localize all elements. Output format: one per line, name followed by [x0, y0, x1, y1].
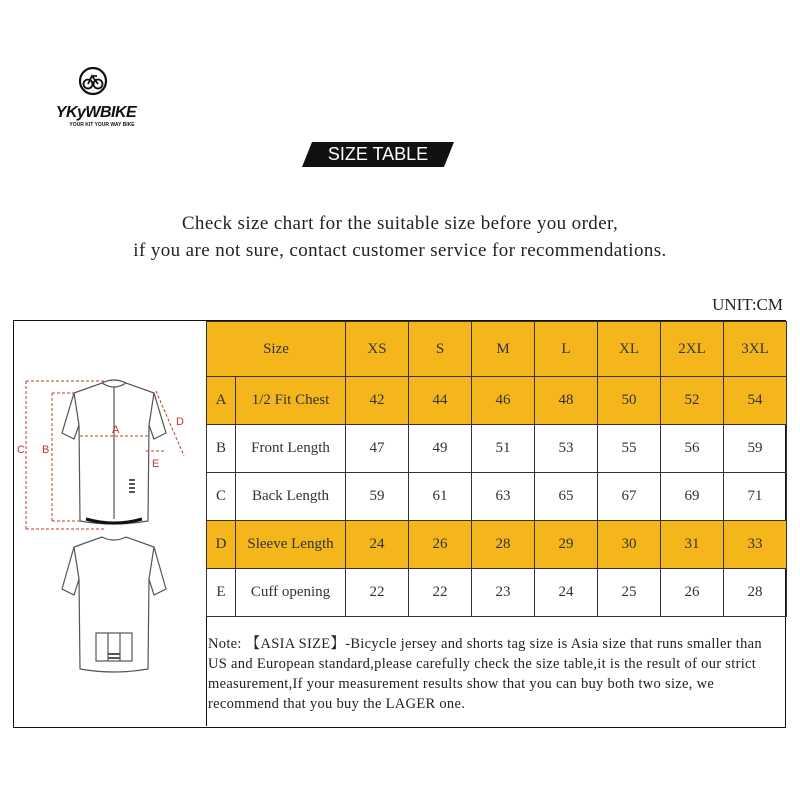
table-cell: 59 — [346, 473, 409, 521]
jersey-front — [62, 380, 166, 524]
jersey-back — [62, 537, 166, 672]
table-cell: 56 — [661, 425, 724, 473]
jersey-diagram — [14, 321, 207, 726]
row-code: B — [207, 425, 236, 473]
table-cell: 44 — [409, 377, 472, 425]
header-cell: XS — [346, 322, 409, 377]
table-cell: 47 — [346, 425, 409, 473]
table-cell: 67 — [598, 473, 661, 521]
row-name: 1/2 Fit Chest — [236, 377, 346, 425]
table-cell: 22 — [346, 569, 409, 617]
table-cell: 53 — [535, 425, 598, 473]
row-name: Front Length — [236, 425, 346, 473]
table-cell: 29 — [535, 521, 598, 569]
table-cell: 33 — [724, 521, 787, 569]
row-code: D — [207, 521, 236, 569]
header-cell: Size — [207, 322, 346, 377]
table-cell: 28 — [724, 569, 787, 617]
table-row — [207, 473, 787, 521]
table-header-row — [207, 322, 787, 377]
table-cell: 30 — [598, 521, 661, 569]
table-cell: 51 — [472, 425, 535, 473]
label-a: A — [112, 424, 120, 436]
table-cell: 26 — [661, 569, 724, 617]
bicycle-circle-icon — [78, 66, 108, 96]
table-cell: 24 — [346, 521, 409, 569]
row-code: C — [207, 473, 236, 521]
table-cell: 23 — [472, 569, 535, 617]
row-name: Back Length — [236, 473, 346, 521]
label-e: E — [152, 458, 160, 470]
table-cell: 26 — [409, 521, 472, 569]
intro-line-2: if you are not sure, contact customer service for recommendations. — [133, 240, 667, 261]
size-table-banner — [302, 142, 454, 167]
row-code: E — [207, 569, 236, 617]
table-cell: 42 — [346, 377, 409, 425]
header-cell: S — [409, 322, 472, 377]
label-b: B — [42, 444, 50, 456]
unit-label: UNIT:CM — [712, 295, 783, 314]
size-table — [206, 321, 787, 617]
row-name: Cuff opening — [236, 569, 346, 617]
table-row — [207, 569, 787, 617]
table-row — [207, 425, 787, 473]
jersey-illustration — [14, 321, 206, 726]
table-cell: 48 — [535, 377, 598, 425]
table-cell: 28 — [472, 521, 535, 569]
table-cell: 46 — [472, 377, 535, 425]
header-cell: 2XL — [661, 322, 724, 377]
header-cell: M — [472, 322, 535, 377]
row-name: Sleeve Length — [236, 521, 346, 569]
header-cell: XL — [598, 322, 661, 377]
table-cell: 59 — [724, 425, 787, 473]
intro-line-1: Check size chart for the suitable size before you order, — [181, 213, 619, 234]
table-row — [207, 521, 787, 569]
table-cell: 52 — [661, 377, 724, 425]
table-row — [207, 377, 787, 425]
brand-tagline: YOUR KIT YOUR WAY BIKE — [69, 122, 135, 128]
label-c: C — [17, 444, 25, 456]
brand-logo — [40, 66, 170, 136]
banner-title: SIZE TABLE — [327, 144, 429, 164]
table-cell: 50 — [598, 377, 661, 425]
table-cell: 25 — [598, 569, 661, 617]
table-cell: 71 — [724, 473, 787, 521]
table-cell: 54 — [724, 377, 787, 425]
table-cell: 69 — [661, 473, 724, 521]
label-d: D — [176, 416, 184, 428]
size-chart-frame — [13, 320, 786, 728]
table-cell: 31 — [661, 521, 724, 569]
table-cell: 61 — [409, 473, 472, 521]
table-cell: 63 — [472, 473, 535, 521]
table-cell: 22 — [409, 569, 472, 617]
table-cell: 24 — [535, 569, 598, 617]
table-cell: 65 — [535, 473, 598, 521]
header-cell: L — [535, 322, 598, 377]
row-code: A — [207, 377, 236, 425]
asia-size-note: Note: 【ASIA SIZE】-Bicycle jersey and shorts tag size is Asia size that runs smaller than US and European standard,please carefully check the size table,it is the result of our strict measurement,If your measurement results show that you can buy both two size, we recommend that you buy the LAGER one. — [208, 636, 762, 712]
intro-text — [0, 210, 800, 264]
table-cell: 49 — [409, 425, 472, 473]
header-cell: 3XL — [724, 322, 787, 377]
brand-name: YKyWBIKE — [55, 104, 137, 121]
table-cell: 55 — [598, 425, 661, 473]
